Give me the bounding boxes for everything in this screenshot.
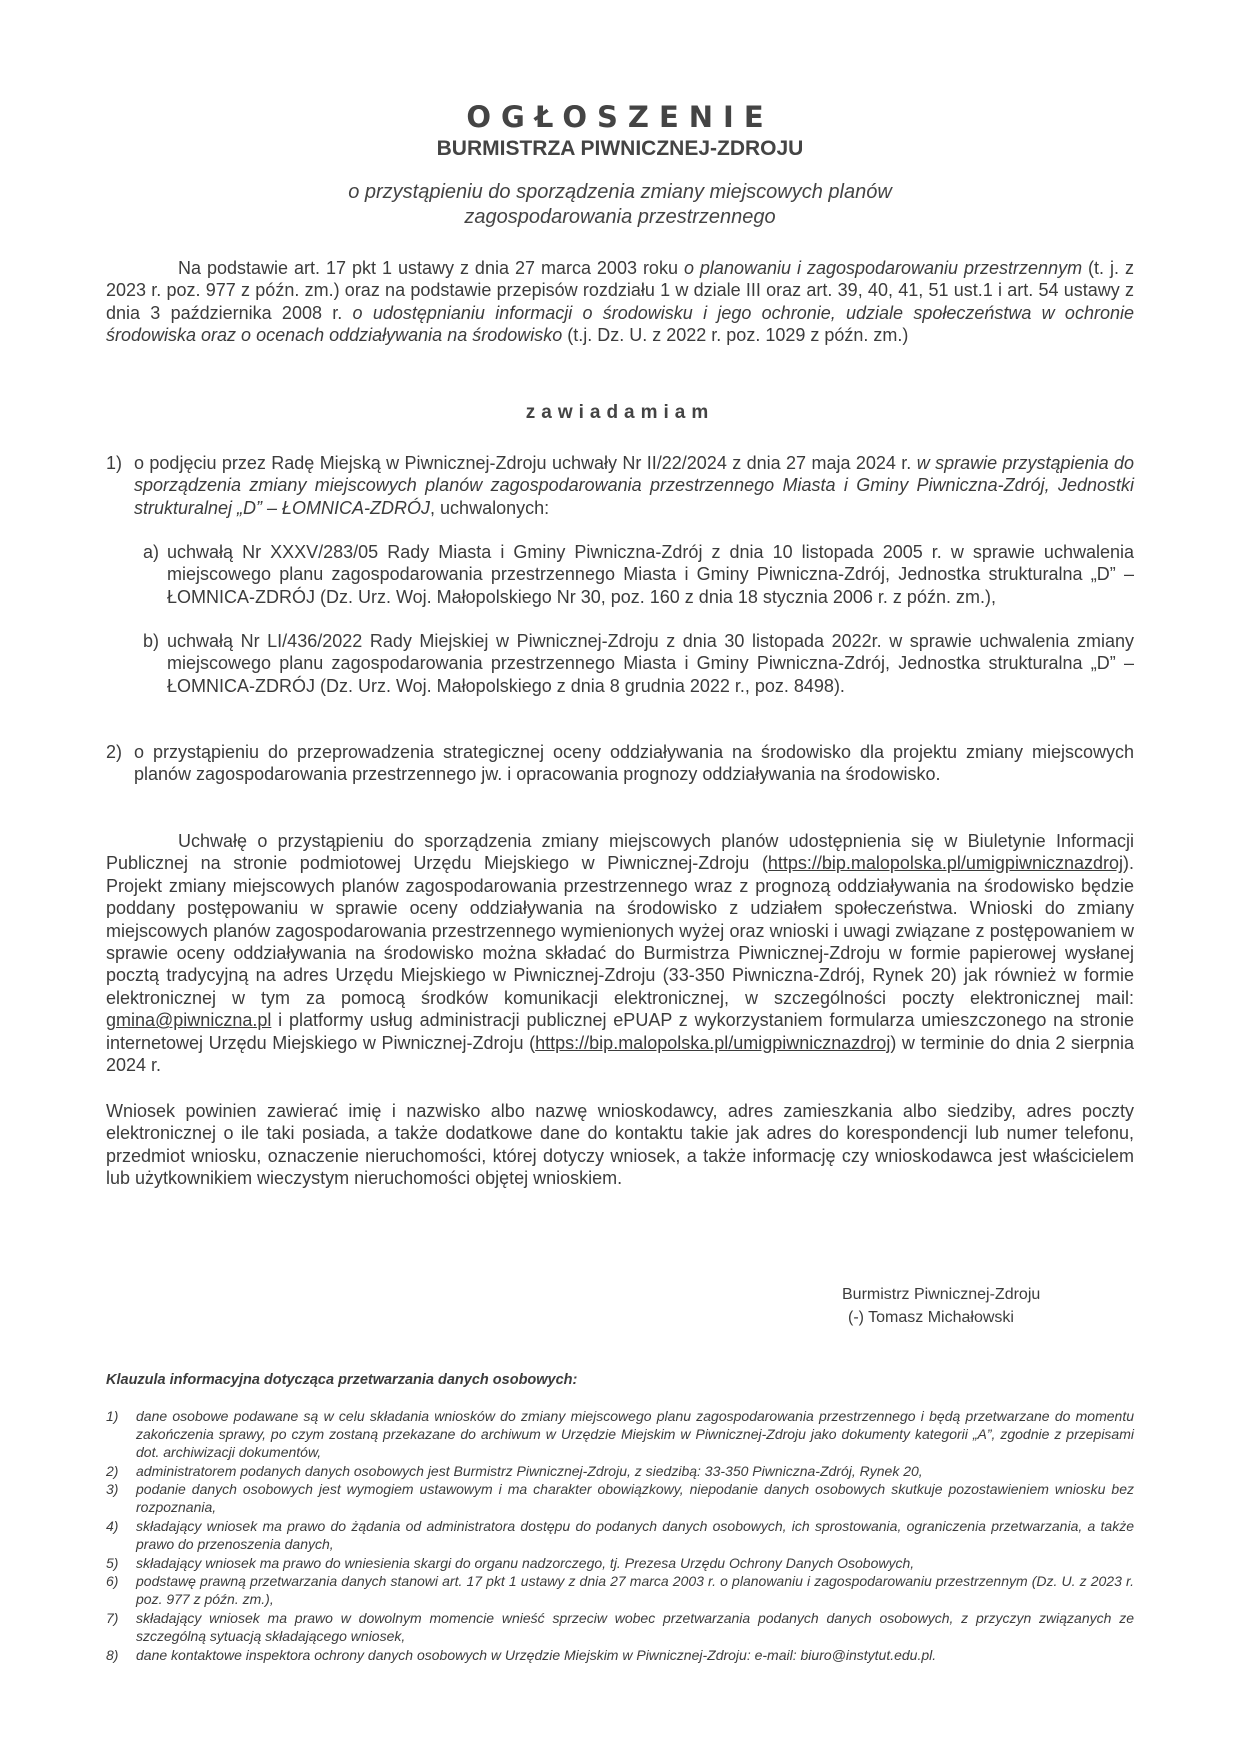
notice-subitem-a: a) uchwałą Nr XXXV/283/05 Rady Miasta i Gminy Piwniczna-Zdrój z dnia 10 listopada 2005 r. w sprawie uchwalenia miejscowego planu zagospodarowania przestrzennego Miasta i Gminy Piwniczna-Zdrój, Jednostka strukturalna „D” – ŁOMNICA-ZDRÓJ (Dz. Urz. Woj. Małopolskiego Nr 30, poz. 160 z dnia 18 stycznia 2006 r. z późn. zm.), <box>143 542 1134 607</box>
notify-heading: zawiadamiam <box>525 402 715 423</box>
bip-link-2[interactable]: https://bip.malopolska.pl/umigpiwnicznazdroj <box>535 1032 891 1053</box>
gdpr-clause-item: 3) podanie danych osobowych jest wymogiem ustawowym i ma charakter obowiązkowy, niepodanie danych osobowych skutkuje pozostawieniem wniosku bez rozpoznania, <box>106 1481 1134 1516</box>
notice-item-2: 2) o przystąpieniu do przeprowadzenia strategicznej oceny oddziaływania na środowisko dla projektu zmiany miejscowych planów zagospodarowania przestrzennego jw. i opracowania prognozy oddziaływania na środowisko. <box>106 742 1134 785</box>
subitem-letter: b) <box>143 631 160 651</box>
procedure-paragraph: Uchwałę o przystąpieniu do sporządzenia zmiany miejscowych planów udostępnienia się w Biuletynie Informacji Publicznej na stronie podmiotowej Urzędu Miejskiego w Piwnicznej-Zdroju (https://bip.malopolska.pl/umigpiwnicznazdroj). Projekt zmiany miejscowych planów zagospodarowania przestrzennego wraz z prognozą oddziaływania na środowisko będzie poddany postępowaniu w sprawie oceny oddziaływania na środowisko z udziałem społeczeństwa. Wnioski do zmiany miejscowych planów zagospodarowania przestrzennego wymienionych wyżej oraz wnioski i uwagi związane z postępowaniem w sprawie oceny oddziaływania na środowisko można składać do Burmistrza Piwnicznej-Zdroju w formie papierowej wysłanej pocztą tradycyjną na adres Urzędu Miejskiego w Piwnicznej-Zdroju (33-350 Piwniczna-Zdrój, Rynek 20) jak również w formie elektronicznej w tym za pomocą środków komunikacji elektronicznej, w szczególności poczty elektronicznej mail: gmina@piwniczna.pl i platformy usług administracji publicznej ePUAP z wykorzystaniem formularza umieszczonego na stronie internetowej Urzędu Miejskiego w Piwnicznej-Zdroju (https://bip.malopolska.pl/umigpiwnicznazdroj) w terminie do dnia 2 sierpnia 2024 r. <box>106 831 1134 1076</box>
signature-block <box>842 1283 1040 1329</box>
gdpr-clause-item: 8) dane kontaktowe inspektora ochrony danych osobowych w Urzędzie Miejskim w Piwnicznej-Zdroju: e-mail: biuro@instytut.edu.pl. <box>106 1647 937 1663</box>
document-subject <box>0 180 1240 230</box>
subject-line-1: o przystąpieniu do sporządzenia zmiany miejscowych planów <box>348 181 892 203</box>
notice-item-1: 1) o podjęciu przez Radę Miejską w Piwnicznej-Zdroju uchwały Nr II/22/2024 z dnia 27 maja 2024 r. w sprawie przystąpienia do sporządzenia zmiany miejscowych planów zagospodarowania przestrzennego Miasta i Gminy Piwniczna-Zdrój, Jednostki strukturalnej „D” – ŁOMNICA-ZDRÓJ, uchwalonych: <box>106 453 1135 518</box>
gdpr-clause-item: 4) składający wniosek ma prawo do żądania od administratora dostępu do podanych danych osobowych, ich sprostowania, ograniczenia przetwarzania, a także prawo do przenoszenia danych, <box>106 1518 1134 1553</box>
legal-basis-paragraph: Na podstawie art. 17 pkt 1 ustawy z dnia 27 marca 2003 roku o planowaniu i zagospodarowaniu przestrzennym (t. j. z 2023 r. poz. 977 z późn. zm.) oraz na podstawie przepisów rozdziału 1 w dziale III oraz art. 39, 40, 41, 51 ust.1 i art. 54 ustawy z dnia 3 października 2008 r. o udostępnianiu informacji o środowisku i jego ochronie, udziale społeczeństwa w ochronie środowiska oraz o ocenach oddziaływania na środowisko (t.j. Dz. U. z 2022 r. poz. 1029 z późn. zm.) <box>106 258 1134 346</box>
subject-line-2: zagospodarowania przestrzennego <box>464 206 776 228</box>
signature-role: Burmistrz Piwnicznej-Zdroju <box>842 1286 1041 1303</box>
document-title: OGŁOSZENIE <box>466 100 774 134</box>
item-number: 2) <box>106 742 123 762</box>
gdpr-clause-item: 6) podstawę prawną przetwarzania danych stanowi art. 17 pkt 1 ustawy z dnia 27 marca 2003 r. o planowaniu i zagospodarowaniu przestrzennym (Dz. U. z 2023 r. poz. 977 z późn. zm.), <box>106 1573 1134 1608</box>
subitem-letter: a) <box>143 542 160 562</box>
notice-subitem-b: b) uchwałą Nr LI/436/2022 Rady Miejskiej w Piwnicznej-Zdroju z dnia 30 listopada 2022r. w sprawie uchwalenia zmiany miejscowego planu zagospodarowania przestrzennego Miasta i Gminy Piwniczna-Zdrój, Jednostka strukturalna „D” – ŁOMNICA-ZDRÓJ (Dz. Urz. Woj. Małopolskiego z dnia 8 grudnia 2022 r., poz. 8498). <box>143 631 1134 696</box>
gdpr-clause-item: 2) administratorem podanych danych osobowych jest Burmistrz Piwnicznej-Zdroju, z siedzibą: 33-350 Piwniczna-Zdrój, Rynek 20, <box>106 1463 923 1479</box>
item-number: 1) <box>106 453 123 473</box>
application-requirements-paragraph: Wniosek powinien zawierać imię i nazwisko albo nazwę wnioskodawcy, adres zamieszkania albo siedziby, adres poczty elektronicznej o ile taki posiada, a także dodatkowe dane do kontaktu takie jak adres do korespondencji lub numer telefonu, przedmiot wniosku, oznaczenie nieruchomości, której dotyczy wniosek, a także informację czy wnioskodawca jest właścicielem lub użytkownikiem wieczystym nieruchomości objętej wnioskiem. <box>106 1101 1134 1189</box>
document-subtitle: BURMISTRZA PIWNICZNEJ-ZDROJU <box>436 137 804 160</box>
gdpr-clause-item: 1) dane osobowe podawane są w celu składania wniosków do zmiany miejscowego planu zagospodarowania przestrzennego i będą przetwarzane do momentu zakończenia sprawy, po czym zostaną przekazane do archiwum w Urzędzie Miejskim w Piwnicznej-Zdroju jako dokumenty kategorii „A”, zgodnie z przepisami dot. archiwizacji dokumentów, <box>106 1408 1134 1461</box>
signature-name: (-) Tomasz Michałowski <box>848 1309 1014 1326</box>
gdpr-clause-item: 5) składający wniosek ma prawo do wniesienia skargi do organu nadzorczego, tj. Prezesa Urzędu Ochrony Danych Osobowych, <box>106 1555 915 1571</box>
bip-link[interactable]: https://bip.malopolska.pl/umigpiwnicznazdroj <box>767 853 1123 874</box>
gdpr-clause-item: 7) składający wniosek ma prawo w dowolnym momencie wnieść sprzeciw wobec przetwarzania podanych danych osobowych, z przyczyn związanych ze szczególną sytuacją składającego wniosek, <box>106 1610 1134 1645</box>
gdpr-clause-title: Klauzula informacyjna dotycząca przetwarzania danych osobowych: <box>106 1372 578 1388</box>
email-link[interactable]: gmina@piwniczna.pl <box>106 1010 272 1031</box>
